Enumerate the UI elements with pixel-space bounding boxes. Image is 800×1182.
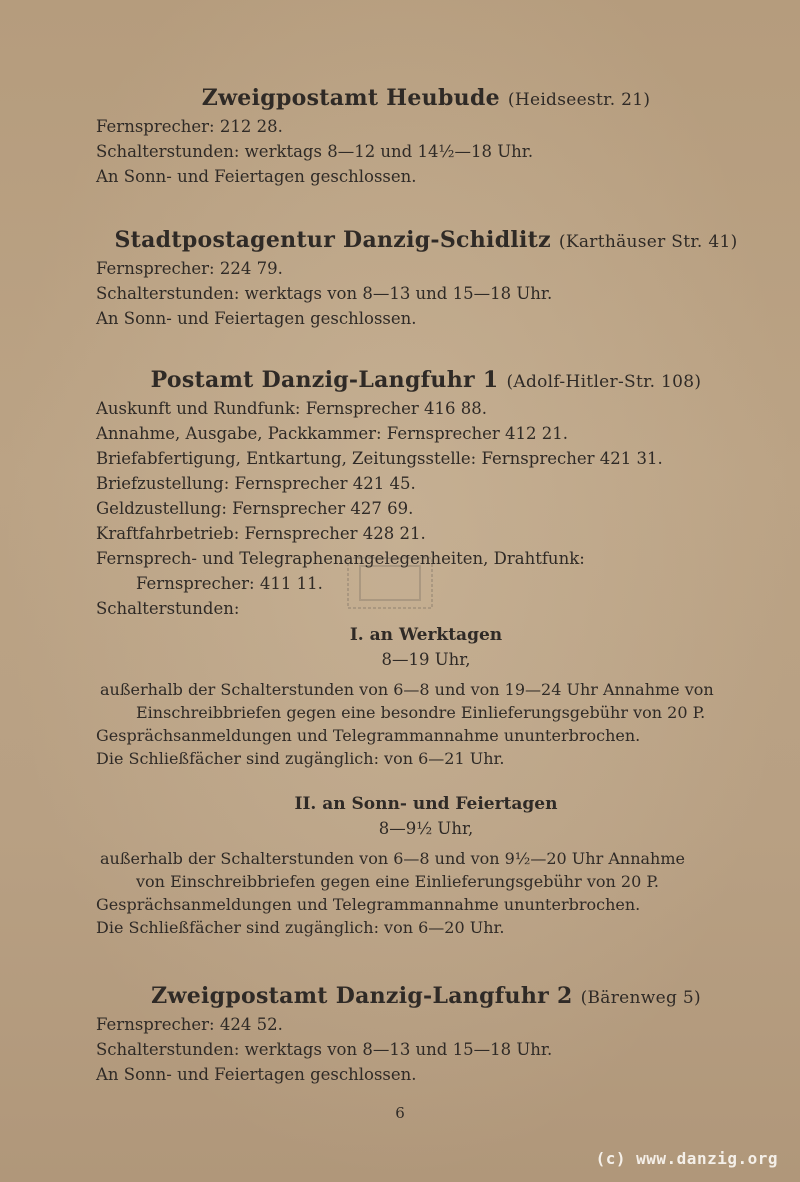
holidays-line: außerhalb der Schalterstunden von 6—8 und von 9½—20 Uhr Annahme <box>100 849 685 868</box>
weekdays-line: Gesprächsanmeldungen und Telegrammannahme ununterbrochen. <box>96 726 641 745</box>
watermark: (c) www.danzig.org <box>595 1149 778 1168</box>
info-line: Fernsprecher: 411 11. <box>136 574 323 593</box>
heading-title: Postamt Danzig-Langfuhr 1 <box>150 367 499 393</box>
holidays-hours: 8—9½ Uhr, <box>378 819 474 838</box>
section-heading <box>96 366 756 396</box>
holidays-line: von Einschreibbriefen gegen eine Einlieferungsgebühr von 20 P. <box>136 872 659 891</box>
hours-line: Schalterstunden: werktags 8—12 und 14½—18 Uhr. <box>96 142 534 161</box>
closed-line: An Sonn- und Feiertagen geschlossen. <box>96 1065 417 1084</box>
section-heading <box>96 84 756 114</box>
info-line: Geldzustellung: Fernsprecher 427 69. <box>96 499 414 518</box>
heading-address: (Heidseestr. 21) <box>507 90 651 110</box>
info-line: Annahme, Ausgabe, Packkammer: Fernsprecher 412 21. <box>96 424 569 443</box>
section-heubude <box>96 84 756 189</box>
section-heading <box>96 226 756 256</box>
holidays-line: Die Schließfächer sind zugänglich: von 6—20 Uhr. <box>96 918 505 937</box>
heading-address: (Bärenweg 5) <box>580 988 701 1008</box>
heading-address: (Adolf-Hitler-Str. 108) <box>506 372 702 392</box>
section-langfuhr-1 <box>96 366 756 939</box>
phone-line: Fernsprecher: 224 79. <box>96 259 283 278</box>
phone-line: Fernsprecher: 212 28. <box>96 117 283 136</box>
heading-title: Zweigpostamt Danzig-Langfuhr 2 <box>151 983 573 1009</box>
weekdays-heading: I. an Werktagen <box>349 625 503 645</box>
page-number: 6 <box>395 1104 405 1122</box>
hours-line: Schalterstunden: werktags von 8—13 und 15—18 Uhr. <box>96 284 553 303</box>
phone-line: Fernsprecher: 424 52. <box>96 1015 283 1034</box>
closed-line: An Sonn- und Feiertagen geschlossen. <box>96 167 417 186</box>
holidays-line: Gesprächsanmeldungen und Telegrammannahme ununterbrochen. <box>96 895 641 914</box>
info-line: Auskunft und Rundfunk: Fernsprecher 416 88. <box>96 399 487 418</box>
heading-address: (Karthäuser Str. 41) <box>558 232 738 252</box>
hours-line: Schalterstunden: werktags von 8—13 und 15—18 Uhr. <box>96 1040 553 1059</box>
holidays-heading: II. an Sonn- und Feiertagen <box>294 794 558 814</box>
info-line: Briefzustellung: Fernsprecher 421 45. <box>96 474 416 493</box>
weekdays-line: Die Schließfächer sind zugänglich: von 6—21 Uhr. <box>96 749 505 768</box>
info-line: Fernsprech- und Telegraphenangelegenheiten, Drahtfunk: <box>96 549 585 568</box>
weekdays-line: Einschreibbriefen gegen eine besondre Einlieferungsgebühr von 20 P. <box>136 703 706 722</box>
library-stamp-icon <box>346 556 434 610</box>
weekdays-line: außerhalb der Schalterstunden von 6—8 und von 19—24 Uhr Annahme von <box>100 680 714 699</box>
info-line: Kraftfahrbetrieb: Fernsprecher 428 21. <box>96 524 426 543</box>
weekdays-hours: 8—19 Uhr, <box>381 650 471 669</box>
section-heading <box>96 982 756 1012</box>
heading-title: Zweigpostamt Heubude <box>201 85 500 111</box>
closed-line: An Sonn- und Feiertagen geschlossen. <box>96 309 417 328</box>
info-line: Briefabfertigung, Entkartung, Zeitungsstelle: Fernsprecher 421 31. <box>96 449 663 468</box>
heading-title: Stadtpostagentur Danzig-Schidlitz <box>114 227 551 253</box>
holidays-block <box>96 792 756 939</box>
counter-hours-label: Schalterstunden: <box>96 599 240 618</box>
section-schidlitz <box>96 226 756 331</box>
weekdays-block <box>96 623 756 770</box>
section-langfuhr-2 <box>96 982 756 1087</box>
